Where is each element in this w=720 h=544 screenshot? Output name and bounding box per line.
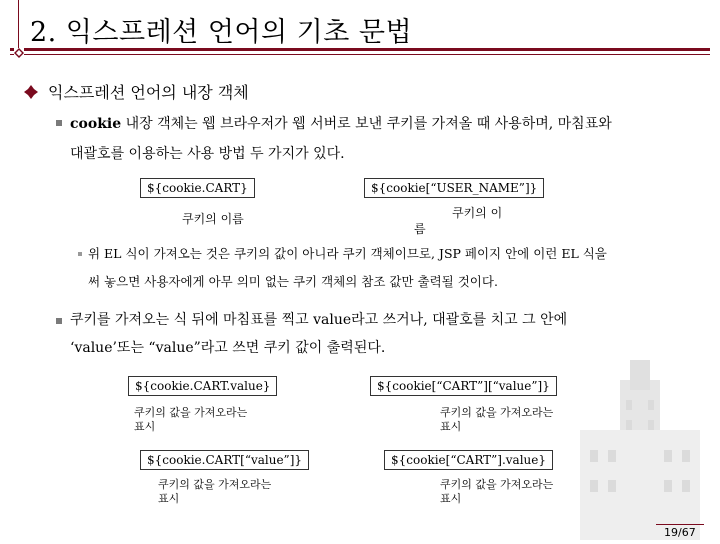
caption-d-line1: 쿠키의 값을 가져오라는 bbox=[440, 478, 554, 491]
page-title: 2. 익스프레션 언어의 기초 문법 bbox=[30, 17, 413, 48]
cookie-keyword: cookie bbox=[70, 116, 122, 132]
note-line2: 써 놓으면 사용자에게 아무 의미 없는 쿠키 객체의 참조 값만 출력될 것이다. bbox=[88, 274, 498, 289]
corner-diamond-icon bbox=[14, 48, 24, 58]
page-number: 19/67 bbox=[664, 526, 696, 539]
code-box-cart-bracket-dot: ${cookie[“CART”].value} bbox=[384, 450, 553, 470]
page-number-rule bbox=[656, 524, 704, 525]
para2-line2: ‘value’또는 “value”라고 쓰면 쿠키 값이 출력된다. bbox=[70, 340, 386, 356]
section-heading: 익스프레션 언어의 내장 객체 bbox=[48, 83, 249, 102]
caption-b-line1: 쿠키의 값을 가져오라는 bbox=[440, 406, 554, 419]
caption-d-line2: 표시 bbox=[440, 492, 462, 505]
code-box-cart-value: ${cookie.CART.value} bbox=[128, 376, 277, 396]
square-bullet-icon bbox=[56, 318, 62, 324]
title-rule-thin bbox=[10, 54, 710, 55]
diamond-bullet-icon bbox=[24, 84, 38, 98]
small-bullet-icon bbox=[78, 252, 82, 256]
caption-b-line2: 표시 bbox=[440, 420, 462, 433]
paragraph-cookie-intro bbox=[70, 110, 710, 138]
caption-cookie-name: 쿠키의 이름 bbox=[182, 212, 244, 226]
para1-line2: 대괄호를 이용하는 사용 방법 두 가지가 있다. bbox=[70, 146, 345, 162]
para2-line1: 쿠키를 가져오는 식 뒤에 마침표를 찍고 value라고 쓰거나, 대괄호를 치고 그 안에 bbox=[70, 312, 568, 328]
note-line1: 위 EL 식이 가져오는 것은 쿠키의 값이 아니라 쿠키 객체이므로, JSP 페이지 안에 이런 EL 식을 bbox=[88, 246, 607, 261]
caption-a-line2: 표시 bbox=[134, 420, 156, 433]
code-box-cookie-user-name: ${cookie[“USER_NAME”]} bbox=[364, 178, 544, 198]
caption-c-line2: 표시 bbox=[158, 492, 180, 505]
caption-cookie-name-2-line2: 름 bbox=[414, 222, 426, 236]
code-box-cart-mixed: ${cookie.CART[“value”]} bbox=[140, 450, 309, 470]
caption-a-line1: 쿠키의 값을 가져오라는 bbox=[134, 406, 248, 419]
code-box-cookie-cart: ${cookie.CART} bbox=[140, 178, 255, 198]
square-bullet-icon bbox=[56, 120, 62, 126]
para1-line1: 내장 객체는 웹 브라우저가 웹 서버로 보낸 쿠키를 가져올 때 사용하며, 마침표와 bbox=[121, 116, 612, 132]
caption-c-line1: 쿠키의 값을 가져오라는 bbox=[158, 478, 272, 491]
title-rule bbox=[10, 48, 710, 51]
background-building-image bbox=[560, 360, 720, 540]
caption-cookie-name-2-line1: 쿠키의 이 bbox=[452, 206, 503, 220]
code-box-cart-bracket-value: ${cookie[“CART”][“value”]} bbox=[370, 376, 557, 396]
